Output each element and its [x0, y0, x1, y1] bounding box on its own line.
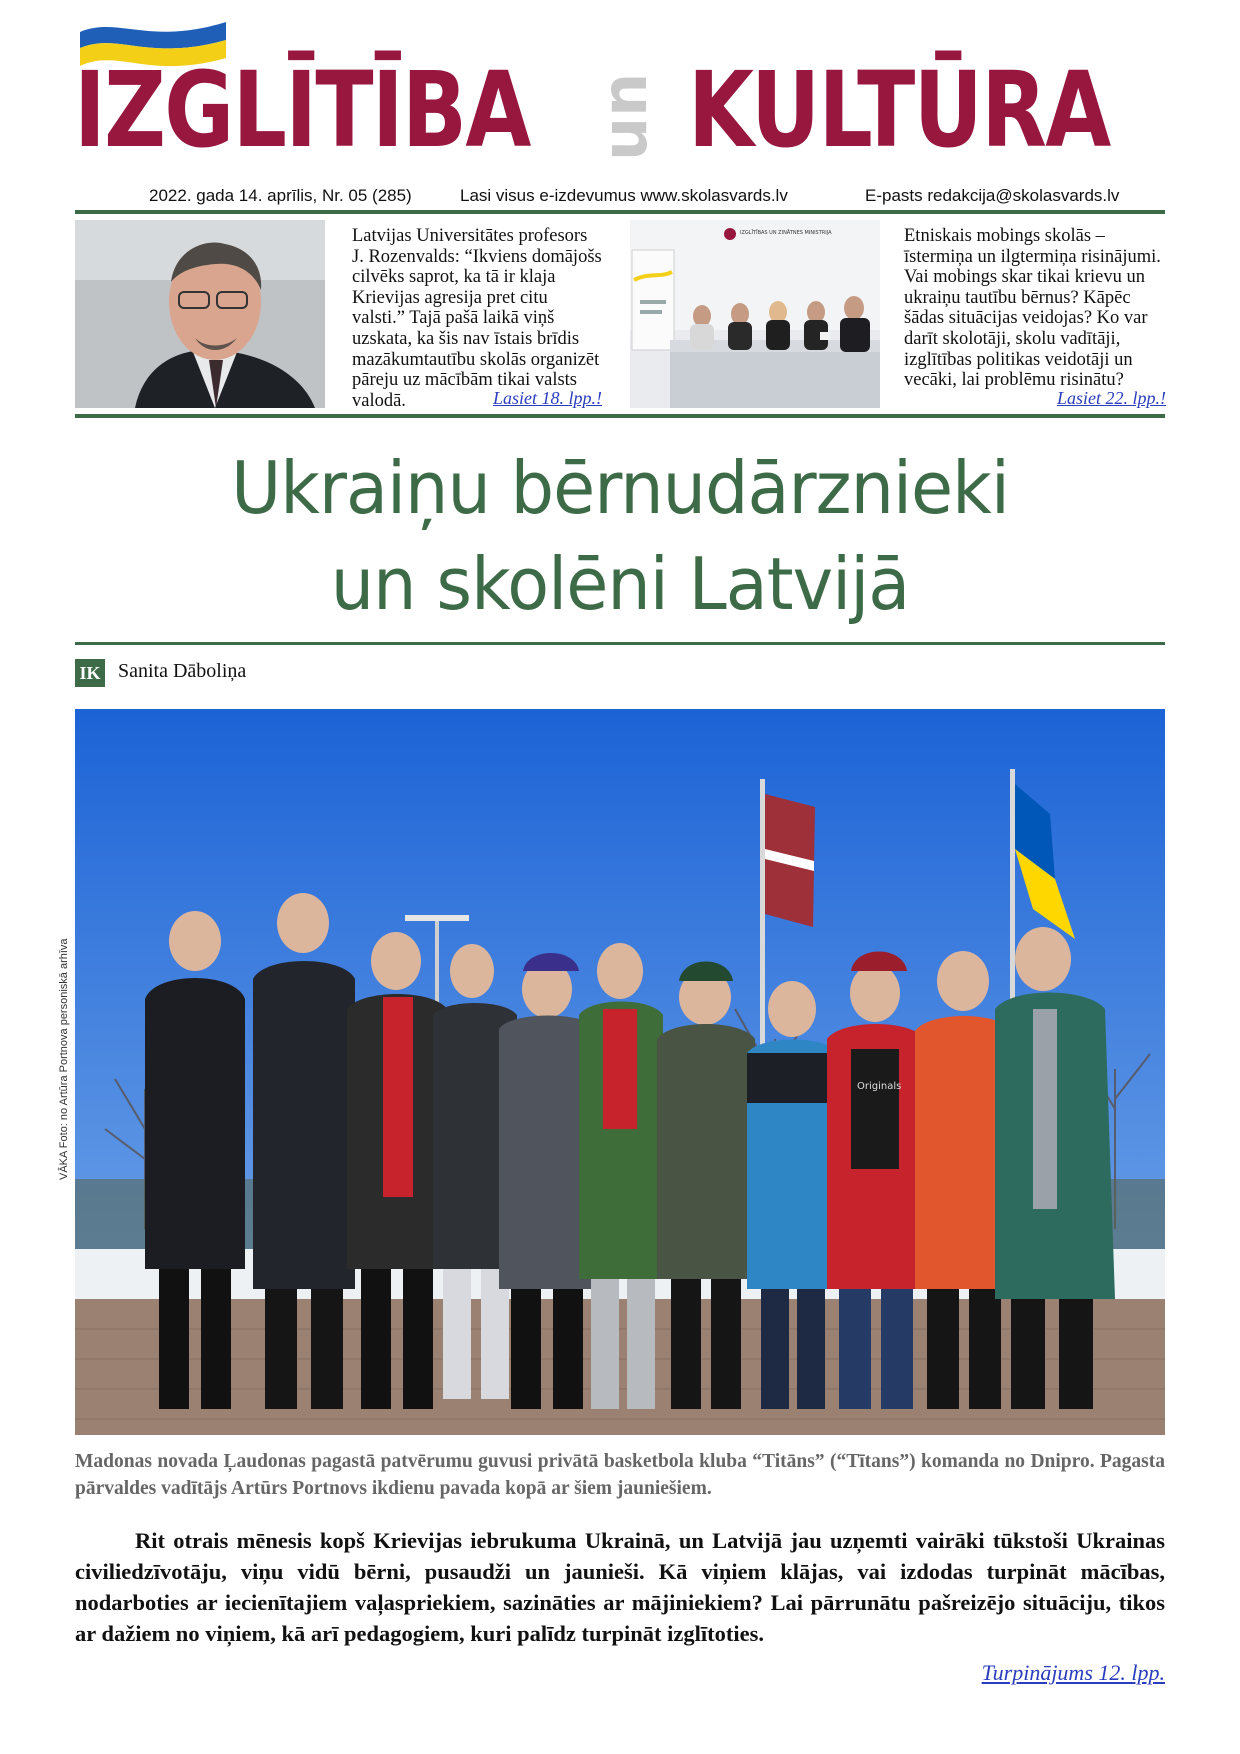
masthead-infobar: [75, 186, 1165, 210]
teaser-link-2[interactable]: Lasiet 22. lpp.!: [1056, 388, 1166, 408]
email-contact[interactable]: E-pasts redakcija@skolasvards.lv: [865, 186, 1120, 205]
article-lead: Rit otrais mēnesis kopš Krievijas iebrukuma Ukrainā, un Latvijā jau uzņemti vairāki tūkstoši Ukrainas civiliedzīvotāju, viņu vidū bērni, pusaudži un jaunieši. Kā viņiem klājas, vai izdodas turpināt mācības, nodarboties ar iecienītajiem vaļaspriekiem, sazināties ar mājiniekiem? Lai pārrunātu pašreizējo situāciju, tikos ar dažiem no viņiem, kā arī pedagogiem, kuri palīdz turpināt izglītoties.: [75, 1528, 1165, 1646]
teaser-link-1[interactable]: Lasiet 18. lpp.!: [492, 388, 602, 408]
masthead-divider: [75, 210, 1165, 214]
headline-line-2: un skolēni Latvijā: [330, 542, 910, 626]
teasers-divider: [75, 414, 1165, 418]
photo-credit: VĀKA Foto: no Artūra Portnova personiskā arhīva: [58, 938, 70, 1180]
teaser-text-2: Etniskais mobings skolās – īstermiņa un ilgtermiņa risinājumi. Vai mobings skar tikai krievu un ukraiņu tautību bērnus? Kāpēc šādas situācijas veidojas? Ko var darīt skolotāji, skolu vadītāji, izglītības politikas veidotāji un vecāki, lai problēmu risinātu?: [904, 226, 1161, 391]
main-headline: [75, 440, 1165, 632]
ministry-sign: IZGLĪTĪBAS UN ZINĀTNES MINISTRIJA: [740, 230, 832, 236]
issue-info: 2022. gada 14. aprīlis, Nr. 05 (285): [149, 186, 412, 205]
teaser-photo-portrait[interactable]: [75, 220, 325, 408]
teaser-text-1: Latvijas Universitātes profesors J. Rozenvalds: “Ikviens domājošs cilvēks saprot, ka tā ir klaja Krievijas agresija pret citu valsti.” Tajā pašā laikā viņš uzskata, ka šis nav īstais brīdis mazākumtautību skolās organizēt pāreju uz mācībām tikai valsts valodā.: [352, 226, 602, 411]
masthead-connector: un: [588, 72, 661, 162]
headline-divider: [75, 642, 1165, 645]
headline-line-1: Ukraiņu bērnudārznieki: [231, 446, 1009, 530]
masthead-title-part1: IZGLĪTĪBA: [74, 49, 530, 171]
byline-author: Sanita Dāboliņa: [118, 660, 247, 682]
cap-logo-text: Originals: [857, 1081, 902, 1092]
continued-link[interactable]: Turpinājums 12. lpp.: [981, 1660, 1165, 1685]
teaser-photo-panel[interactable]: [630, 220, 880, 408]
masthead-title-part2: KULTŪRA: [688, 49, 1110, 171]
main-photo-team[interactable]: [75, 709, 1165, 1435]
byline-badge: IK: [75, 659, 105, 687]
photo-caption: Madonas novada Ļaudonas pagastā patvērumu guvusi privātā basketbola kluba “Titāns” (“Tītans”) komanda no Dnipro. Pagasta pārvaldes vadītājs Artūrs Portnovs ikdienu pavada kopā ar šiem jauniešiem.: [75, 1451, 1165, 1499]
read-online-link[interactable]: Lasi visus e-izdevumus www.skolasvards.lv: [460, 186, 788, 205]
